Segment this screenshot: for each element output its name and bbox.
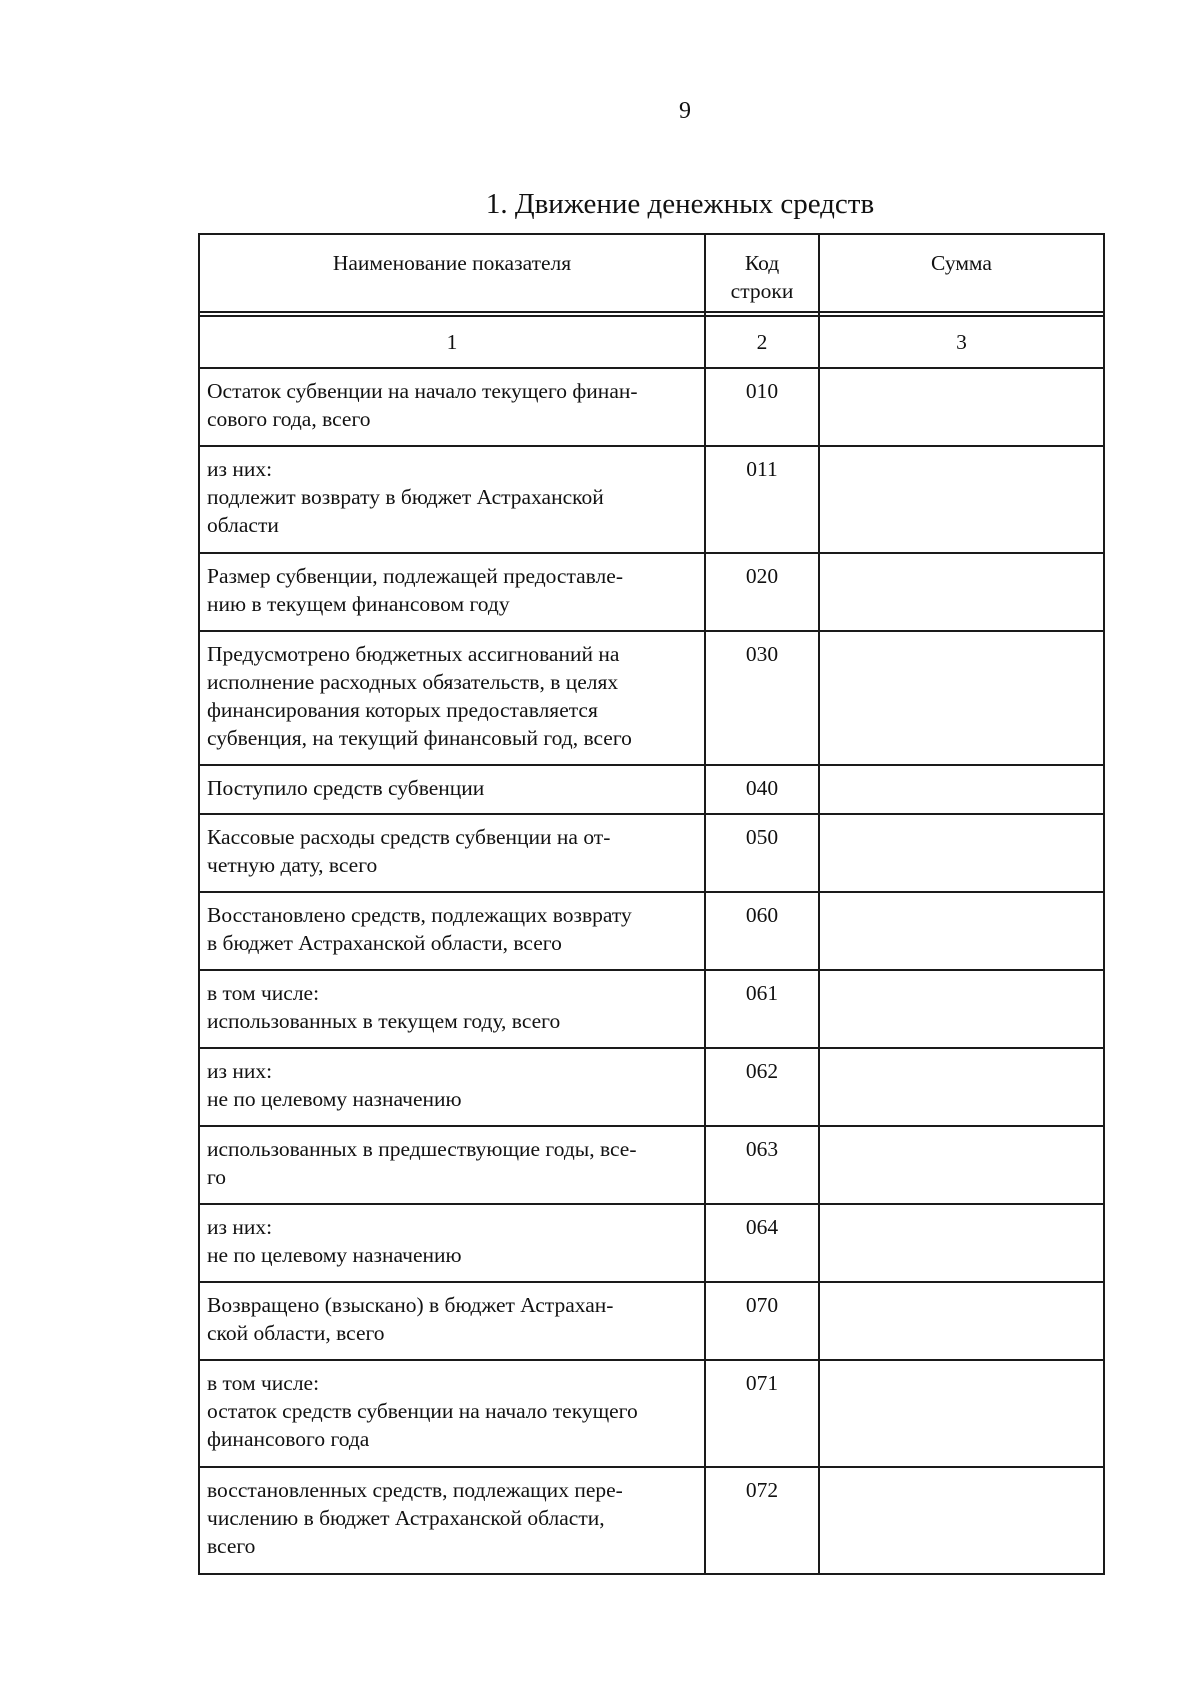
amount-cell[interactable]	[819, 1467, 1104, 1574]
table-row	[199, 1467, 1104, 1574]
amount-cell[interactable]	[819, 1360, 1104, 1467]
amount-cell[interactable]	[819, 1048, 1104, 1126]
indicator-name-cell: Кассовые расходы средств субвенции на от- четную дату, всего	[199, 814, 705, 892]
indicator-name-cell: Восстановлено средств, подлежащих возврату в бюджет Астраханской области, всего	[199, 892, 705, 970]
indicator-name-cell: из них: подлежит возврату в бюджет Астраханской области	[199, 446, 705, 553]
amount-cell[interactable]	[819, 631, 1104, 765]
indicator-name-cell: в том числе: остаток средств субвенции на начало текущего финансового года	[199, 1360, 705, 1467]
line-code-cell: 020	[705, 553, 819, 631]
indicator-name-cell: восстановленных средств, подлежащих пере- числению в бюджет Астраханской области, всего	[199, 1467, 705, 1574]
indicator-name-cell: из них: не по целевому назначению	[199, 1204, 705, 1282]
amount-cell[interactable]	[819, 1204, 1104, 1282]
amount-cell[interactable]	[819, 368, 1104, 446]
line-code-cell: 071	[705, 1360, 819, 1467]
table-row	[199, 814, 1104, 892]
line-code-cell: 030	[705, 631, 819, 765]
page-number: 9	[679, 98, 691, 124]
table-row	[199, 1282, 1104, 1360]
table-row	[199, 553, 1104, 631]
line-code-cell: 011	[705, 446, 819, 553]
table-row	[199, 631, 1104, 765]
indicator-name-cell: Возвращено (взыскано) в бюджет Астрахан- ской области, всего	[199, 1282, 705, 1360]
amount-cell[interactable]	[819, 553, 1104, 631]
column-number: 3	[819, 316, 1104, 368]
indicator-name-cell: использованных в предшествующие годы, все- го	[199, 1126, 705, 1204]
table-header-row	[199, 234, 1104, 312]
amount-cell[interactable]	[819, 1282, 1104, 1360]
amount-cell[interactable]	[819, 446, 1104, 553]
table-row	[199, 1204, 1104, 1282]
indicator-name-cell: Предусмотрено бюджетных ассигнований на исполнение расходных обязательств, в целях финансирования которых предоставляется субвенция, на текущий финансовый год, всего	[199, 631, 705, 765]
indicator-name-cell: Поступило средств субвенции	[199, 765, 705, 814]
table-row	[199, 970, 1104, 1048]
line-code-cell: 063	[705, 1126, 819, 1204]
line-code-cell: 050	[705, 814, 819, 892]
table-row	[199, 1048, 1104, 1126]
cash-flow-table	[198, 233, 1105, 1575]
column-number-row	[199, 316, 1104, 368]
table-body	[199, 368, 1104, 1574]
table-row	[199, 892, 1104, 970]
line-code-cell: 062	[705, 1048, 819, 1126]
table-row	[199, 765, 1104, 814]
header-amount: Сумма	[819, 234, 1104, 312]
table-row	[199, 368, 1104, 446]
line-code-cell: 064	[705, 1204, 819, 1282]
line-code-cell: 010	[705, 368, 819, 446]
column-number: 1	[199, 316, 705, 368]
indicator-name-cell: Остаток субвенции на начало текущего финан- сового года, всего	[199, 368, 705, 446]
table-row	[199, 1360, 1104, 1467]
line-code-cell: 072	[705, 1467, 819, 1574]
indicator-name-cell: в том числе: использованных в текущем году, всего	[199, 970, 705, 1048]
table-row	[199, 446, 1104, 553]
indicator-name-cell: Размер субвенции, подлежащей предоставле- нию в текущем финансовом году	[199, 553, 705, 631]
amount-cell[interactable]	[819, 814, 1104, 892]
amount-cell[interactable]	[819, 1126, 1104, 1204]
header-line-code: Код строки	[705, 234, 819, 312]
header-indicator-name: Наименование показателя	[199, 234, 705, 312]
indicator-name-cell: из них: не по целевому назначению	[199, 1048, 705, 1126]
table-row	[199, 1126, 1104, 1204]
line-code-cell: 040	[705, 765, 819, 814]
line-code-cell: 070	[705, 1282, 819, 1360]
section-title: 1. Движение денежных средств	[485, 188, 875, 220]
line-code-cell: 060	[705, 892, 819, 970]
column-number: 2	[705, 316, 819, 368]
line-code-cell: 061	[705, 970, 819, 1048]
amount-cell[interactable]	[819, 765, 1104, 814]
amount-cell[interactable]	[819, 970, 1104, 1048]
amount-cell[interactable]	[819, 892, 1104, 970]
